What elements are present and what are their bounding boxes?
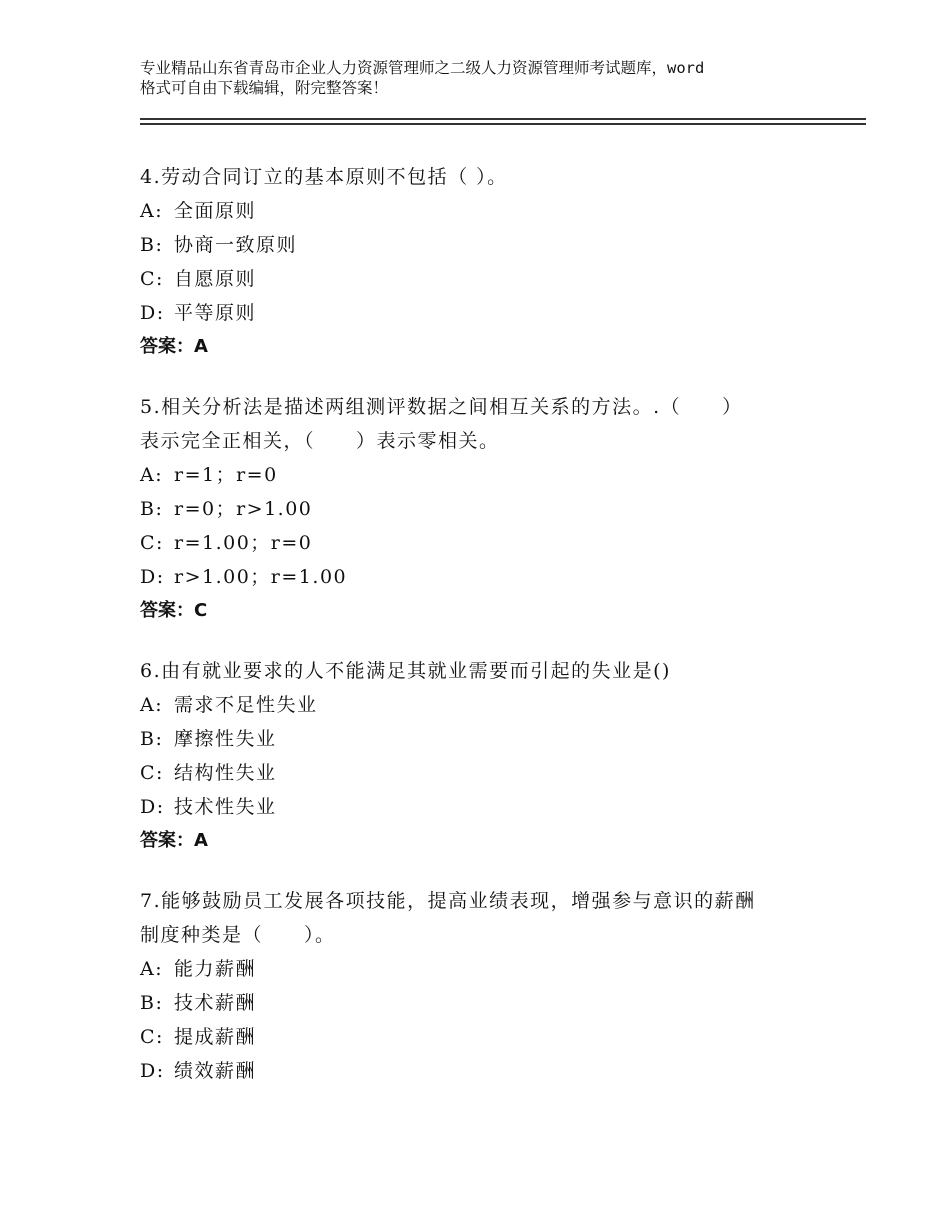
option-c [140,1020,830,1054]
option-text: r=0；r>1.00 [174,498,313,520]
option-letter: C: [140,1026,164,1048]
option-b [140,986,830,1020]
option-letter: B: [140,992,164,1014]
option-b [140,722,830,756]
answer-line: 答案：C [140,600,208,621]
option-text: 能力薪酬 [174,958,257,980]
option-letter: D: [140,566,165,588]
option-text: 技术性失业 [174,796,277,818]
option-d [140,560,830,594]
option-text: r=1；r=0 [174,464,278,486]
option-letter: D: [140,302,165,324]
header-divider-top [140,118,866,120]
option-letter: D: [140,1060,165,1082]
option-text: 摩擦性失业 [174,728,277,750]
option-letter: A: [140,694,164,716]
option-b [140,492,830,526]
option-letter: C: [140,268,164,290]
answer-line: 答案：A [140,830,208,851]
question-text-cont: 表示完全正相关，（ ）表示零相关。 [140,430,500,452]
header-line-2: 格式可自由下载编辑，附完整答案！ [140,79,389,97]
header-divider-bottom [140,123,866,125]
option-text: 需求不足性失业 [174,694,318,716]
option-text: 协商一致原则 [174,234,298,256]
option-text: 平等原则 [174,302,257,324]
question-5 [140,390,830,628]
question-7 [140,884,830,1088]
option-a [140,688,830,722]
option-text: 提成薪酬 [174,1026,257,1048]
answer-line: 答案：A [140,336,208,357]
option-d [140,1054,830,1088]
option-c [140,526,830,560]
document-header [140,58,830,98]
option-d [140,296,830,330]
option-letter: B: [140,234,164,256]
option-a [140,952,830,986]
option-text: 技术薪酬 [174,992,257,1014]
question-text: 4.劳动合同订立的基本原则不包括（ ）。 [140,166,508,188]
option-text: 结构性失业 [174,762,277,784]
option-letter: A: [140,200,164,222]
option-letter: B: [140,728,164,750]
option-letter: C: [140,532,164,554]
option-b [140,228,830,262]
option-letter: A: [140,958,164,980]
option-a [140,194,830,228]
option-letter: A: [140,464,164,486]
option-d [140,790,830,824]
question-text-cont: 制度种类是（ ）。 [140,924,336,946]
option-letter: B: [140,498,164,520]
option-c [140,262,830,296]
header-line-1: 专业精品山东省青岛市企业人力资源管理师之二级人力资源管理师考试题库，word [140,59,705,77]
question-6 [140,654,830,858]
option-text: r=1.00；r=0 [174,532,313,554]
question-list [140,160,830,1114]
option-a [140,458,830,492]
option-letter: C: [140,762,164,784]
option-text: 全面原则 [174,200,257,222]
option-text: 自愿原则 [174,268,257,290]
option-letter: D: [140,796,165,818]
question-4 [140,160,830,364]
option-text: 绩效薪酬 [174,1060,257,1082]
question-text: 7.能够鼓励员工发展各项技能，提高业绩表现，增强参与意识的薪酬 [140,890,756,912]
option-c [140,756,830,790]
option-text: r>1.00；r=1.00 [174,566,348,588]
question-text: 5.相关分析法是描述两组测评数据之间相互关系的方法。.（ ） [140,396,743,418]
question-text: 6.由有就业要求的人不能满足其就业需要而引起的失业是() [140,660,671,682]
